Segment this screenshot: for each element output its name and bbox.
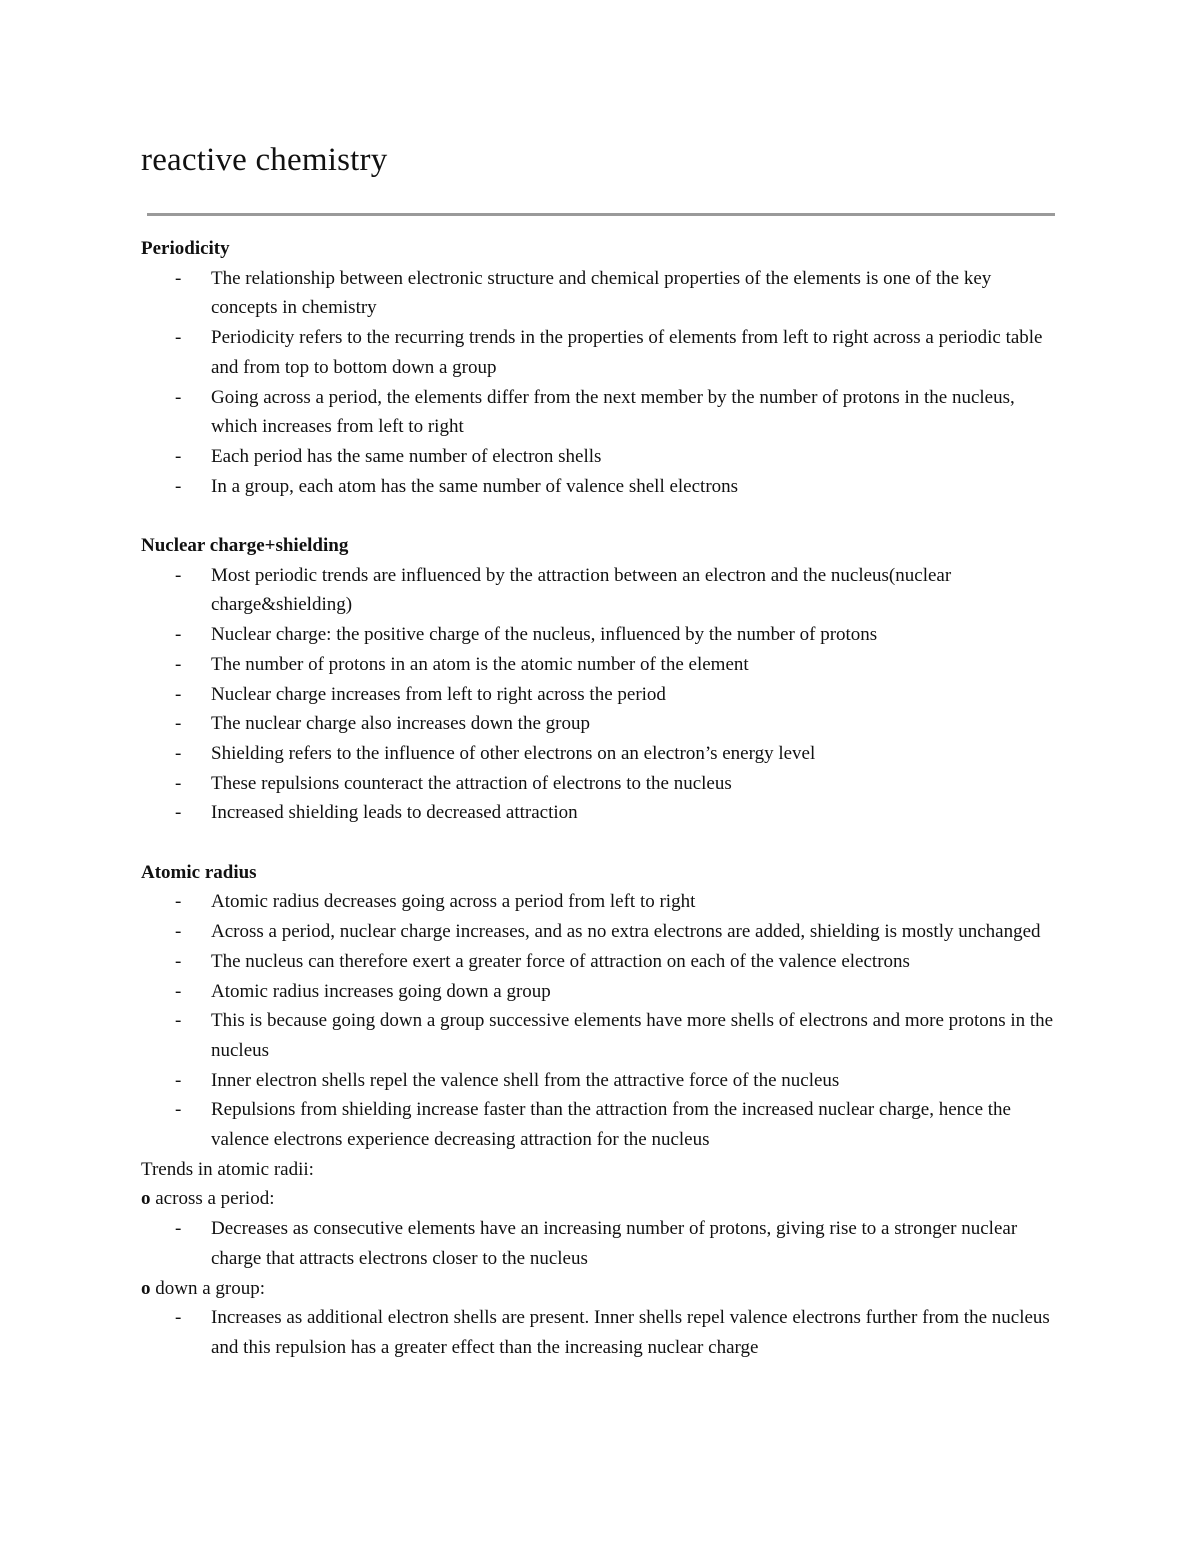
document-page xyxy=(141,138,1061,1358)
list-item-text: In a group, each atom has the same number of valence shell electrons xyxy=(211,475,739,497)
dash-marker: - xyxy=(175,980,182,1002)
dash-marker: - xyxy=(175,891,182,913)
list-item-text: Periodicity refers to the recurring trends in the properties of elements from left to right across a periodic table and from top to bottom down a group xyxy=(211,327,1043,378)
dash-marker: - xyxy=(175,564,182,586)
dash-marker: - xyxy=(175,1010,182,1032)
document-title: reactive chemistry xyxy=(141,142,388,178)
list-item-text: This is because going down a group successive elements have more shells of electrons and more protons in the nucleus xyxy=(211,1010,1054,1061)
dash-marker: - xyxy=(175,683,182,705)
list-item xyxy=(141,323,1061,382)
subgroup-label-down-group xyxy=(141,1274,1061,1304)
list-item-text: Atomic radius increases going down a group xyxy=(211,980,551,1002)
list-item xyxy=(141,383,1061,442)
list-item xyxy=(141,680,1061,710)
dash-marker: - xyxy=(175,653,182,675)
bullet-list xyxy=(141,887,1061,1154)
list-item xyxy=(141,264,1061,323)
list-item-text: The number of protons in an atom is the atomic number of the element xyxy=(211,653,749,675)
list-item xyxy=(141,769,1061,799)
list-item-text: These repulsions counteract the attraction of electrons to the nucleus xyxy=(211,772,732,794)
list-item xyxy=(141,1303,1061,1362)
dash-marker: - xyxy=(175,1099,182,1121)
section-heading: Periodicity xyxy=(141,238,230,259)
dash-marker: - xyxy=(175,921,182,943)
list-item-text: Increased shielding leads to decreased attraction xyxy=(211,802,578,824)
dash-marker: - xyxy=(175,802,182,824)
section-nuclear-charge-shielding xyxy=(141,531,1061,828)
list-item xyxy=(141,650,1061,680)
list-item-text: Shielding refers to the influence of other electrons on an electron’s energy level xyxy=(211,742,816,764)
bullet-list xyxy=(141,1303,1061,1362)
list-item xyxy=(141,561,1061,620)
list-item-text: Increases as additional electron shells are present. Inner shells repel valence electrons further from the nucleus and this repulsion has a greater effect than the increasing nuclear charge xyxy=(211,1307,1050,1358)
circle-bullet-marker: o xyxy=(141,1188,151,1210)
section-atomic-radius xyxy=(141,858,1061,1363)
list-item xyxy=(141,1066,1061,1096)
list-item-text: Repulsions from shielding increase faster than the attraction from the increased nuclear charge, hence the valence electrons experience decreasing attraction for the nucleus xyxy=(211,1099,1011,1151)
list-item xyxy=(141,1006,1061,1065)
list-item-text: The nuclear charge also increases down the group xyxy=(211,713,590,735)
list-item xyxy=(141,798,1061,828)
dash-marker: - xyxy=(175,327,182,349)
section-heading: Atomic radius xyxy=(141,861,257,883)
list-item xyxy=(141,709,1061,739)
list-item-text: Decreases as consecutive elements have an increasing number of protons, giving rise to a stronger nuclear charge that attracts electrons closer to the nucleus xyxy=(211,1218,1018,1269)
list-item-text: Nuclear charge: the positive charge of the nucleus, influenced by the number of protons xyxy=(211,624,878,646)
dash-marker: - xyxy=(175,1218,182,1240)
list-item xyxy=(141,1214,1061,1273)
section-periodicity xyxy=(141,234,1061,501)
document-body xyxy=(141,234,1061,1363)
list-item xyxy=(141,739,1061,769)
dash-marker: - xyxy=(175,445,182,467)
list-item xyxy=(141,947,1061,977)
list-item xyxy=(141,917,1061,947)
list-item-text: Each period has the same number of electron shells xyxy=(211,445,602,467)
bullet-list xyxy=(141,264,1061,502)
list-item-text: Atomic radius decreases going across a period from left to right xyxy=(211,891,696,913)
dash-marker: - xyxy=(175,772,182,794)
dash-marker: - xyxy=(175,386,182,408)
list-item xyxy=(141,472,1061,502)
circle-bullet-marker: o xyxy=(141,1277,151,1299)
bullet-list xyxy=(141,1214,1061,1273)
bullet-list xyxy=(141,561,1061,828)
dash-marker: - xyxy=(175,950,182,972)
dash-marker: - xyxy=(175,267,182,289)
list-item-text: The relationship between electronic structure and chemical properties of the elements is one of the key concepts in chemistry xyxy=(211,267,992,319)
subgroup-label-text: down a group: xyxy=(155,1277,266,1299)
title-divider xyxy=(147,213,1055,216)
subgroup-label-text: across a period: xyxy=(155,1188,275,1210)
dash-marker: - xyxy=(175,475,182,497)
dash-marker: - xyxy=(175,742,182,764)
dash-marker: - xyxy=(175,1307,182,1329)
list-item xyxy=(141,977,1061,1007)
list-item-text: Most periodic trends are influenced by the attraction between an electron and the nucleus(nuclear charge&shielding) xyxy=(211,564,952,616)
list-item xyxy=(141,887,1061,917)
dash-marker: - xyxy=(175,713,182,735)
list-item xyxy=(141,1095,1061,1154)
list-item-text: Going across a period, the elements differ from the next member by the number of protons in the nucleus, which increases from left to right xyxy=(211,386,1015,438)
list-item-text: Across a period, nuclear charge increases, and as no extra electrons are added, shielding is mostly unchanged xyxy=(211,921,1041,943)
dash-marker: - xyxy=(175,1069,182,1091)
list-item-text: Nuclear charge increases from left to right across the period xyxy=(211,683,666,705)
trends-label: Trends in atomic radii: xyxy=(141,1158,314,1180)
dash-marker: - xyxy=(175,624,182,646)
list-item xyxy=(141,442,1061,472)
section-heading: Nuclear charge+shielding xyxy=(141,535,349,557)
list-item-text: Inner electron shells repel the valence shell from the attractive force of the nucleus xyxy=(211,1069,840,1091)
list-item-text: The nucleus can therefore exert a greater force of attraction on each of the valence electrons xyxy=(211,950,910,972)
subgroup-label-across-period xyxy=(141,1184,1061,1214)
list-item xyxy=(141,620,1061,650)
